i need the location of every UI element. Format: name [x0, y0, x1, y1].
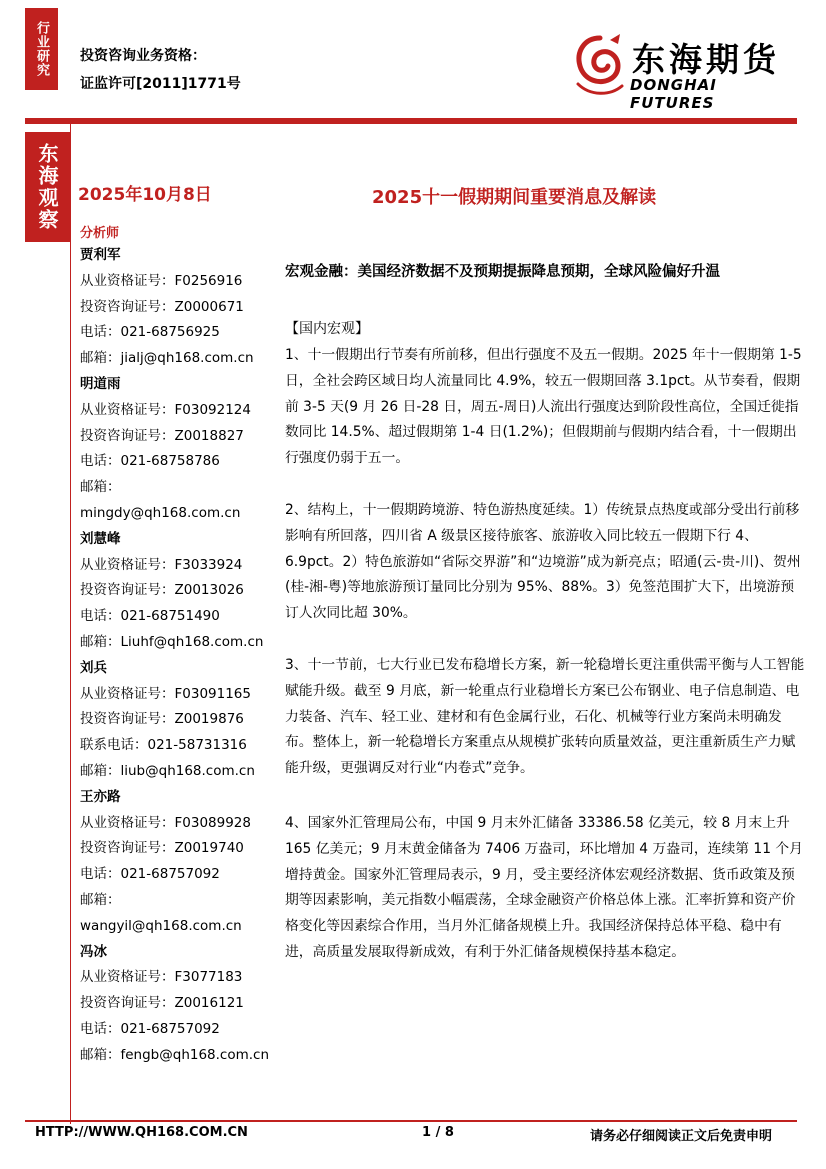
analyst-detail: 从业资格证号：F03089928 — [80, 814, 251, 831]
analyst-entry — [80, 656, 280, 785]
dragon-logo-icon — [570, 32, 630, 100]
side-tab-industry-research: 行业研究 — [25, 8, 58, 90]
section-subtitle: 宏观金融：美国经济数据不及预期提振降息预期，全球风险偏好升温 — [285, 264, 720, 280]
analyst-detail: 电话：021-68758786 — [80, 453, 220, 470]
analyst-detail: 投资咨询证号：Z0016121 — [80, 995, 244, 1012]
paragraph-3: 3、十一节前，七大行业已发布稳增长方案，新一轮稳增长更注重供需平衡与人工智能赋能升级。截至 9 月底，新一轮重点行业稳增长方案已公布钢业、电子信息制造、电力装备、汽车、轻工业、建材和有色金属行业，石化、机械等行业方案尚未明确发布。整体上，新一轮稳增长方案重点从规模扩张转向质量效益，更注重新质生产力赋能升级，更强调反对行业“内卷式”竞争。 — [285, 657, 805, 777]
analyst-name: 刘慧峰 — [80, 530, 121, 547]
analyst-detail: 从业资格证号：F03091165 — [80, 685, 251, 702]
analyst-email[interactable]: 邮箱：mingdy@qh168.com.cn — [80, 479, 241, 521]
analyst-detail: 从业资格证号：F0256916 — [80, 272, 243, 289]
left-divider — [70, 124, 71, 1124]
analyst-detail: 投资咨询证号：Z0013026 — [80, 582, 244, 599]
analyst-detail: 联系电话：021-58731316 — [80, 737, 247, 754]
analyst-email[interactable]: 邮箱：liub@qh168.com.cn — [80, 762, 255, 779]
company-logo — [570, 32, 800, 112]
qualification-line-2: 证监许可[2011]1771号 — [80, 76, 241, 92]
analyst-detail: 投资咨询证号：Z0000671 — [80, 298, 244, 315]
analyst-entry — [80, 940, 280, 1069]
analyst-detail: 投资咨询证号：Z0019876 — [80, 711, 244, 728]
analyst-name: 冯冰 — [80, 943, 107, 960]
qualification-line-1: 投资咨询业务资格： — [80, 48, 206, 64]
analyst-entry — [80, 785, 280, 940]
analyst-email[interactable]: 邮箱：fengb@qh168.com.cn — [80, 1046, 270, 1063]
analyst-email[interactable]: 邮箱：Liuhf@qh168.com.cn — [80, 633, 264, 650]
analyst-detail: 从业资格证号：F03092124 — [80, 401, 251, 418]
analyst-detail: 投资咨询证号：Z0019740 — [80, 840, 244, 857]
analyst-list — [80, 243, 280, 1069]
analyst-detail: 电话：021-68756925 — [80, 324, 220, 341]
analyst-detail: 投资咨询证号：Z0018827 — [80, 427, 244, 444]
analyst-email[interactable]: 邮箱：jialj@qh168.com.cn — [80, 350, 254, 367]
analyst-name: 贾利军 — [80, 247, 121, 263]
analyst-email[interactable]: 邮箱：wangyil@qh168.com.cn — [80, 891, 242, 934]
analyst-detail: 从业资格证号：F3033924 — [80, 556, 243, 573]
analyst-detail: 电话：021-68757092 — [80, 1020, 220, 1037]
page-number: 1 / 8 — [422, 1125, 454, 1140]
analyst-entry — [80, 243, 280, 372]
paragraph-2: 2、结构上，十一假期跨境游、特色游热度延续。1）传统景点热度或部分受出行前移影响有所回落，四川省 A 级景区接待旅客、旅游收入同比较五一假期下行 4、6.9pct。2）特色旅游如“省际交界游”和“边境游”成为新亮点；昭通(云-贵-川)、贺州(桂-湘-粤)等地旅游预订量同比分别为 95%、88%。3）免签范围扩大下，出境游预订人次同比超 30%。 — [285, 502, 801, 622]
report-title: 2025十一假期期间重要消息及解读 — [372, 187, 657, 208]
logo-english-name: DONGHAI FUTURES — [630, 76, 717, 112]
header-rule — [25, 118, 797, 124]
report-date: 2025年10月8日 — [78, 185, 212, 205]
analyst-name: 明道雨 — [80, 375, 121, 392]
analyst-detail: 电话：021-68751490 — [80, 608, 220, 625]
analyst-entry — [80, 372, 280, 527]
analyst-heading: 分析师 — [80, 226, 120, 241]
analyst-name: 王亦路 — [80, 788, 121, 805]
analyst-entry — [80, 527, 280, 656]
analyst-name: 刘兵 — [80, 659, 107, 676]
logo-chinese-name: 东海期货 — [632, 40, 780, 79]
analyst-detail: 从业资格证号：F3077183 — [80, 969, 243, 986]
footer-url[interactable]: HTTP://WWW.QH168.COM.CN — [35, 1125, 248, 1140]
section-label-domestic-macro: 【国内宏观】 — [285, 321, 369, 337]
paragraph-4: 4、国家外汇管理局公布，中国 9 月末外汇储备 33386.58 亿美元，较 8 月末上升 165 亿美元；9 月末黄金储备为 7406 万盎司，环比增加 4 万盎司，连续第 11 个月增持黄金。国家外汇管理局表示，9 月，受主要经济体宏观经济数据、货币政策及预期等因素影响，美元指数小幅震荡，全球金融资产价格总体上涨。汇率折算和资产价格变化等因素综合作用，当月外汇储备规模上升。我国经济保持总体平稳、稳中有进，高质量发展取得新成效，有利于外汇储备规模保持基本稳定。 — [285, 815, 803, 960]
paragraph-1: 1、十一假期出行节奏有所前移，但出行强度不及五一假期。2025 年十一假期第 1-5 日，全社会跨区域日均人流量同比 4.9%，较五一假期回落 3.1pct。从节奏看，假期前 3-5 天(9 月 26 日-28 日，周五-周日)人流出行强度达到阶段性高位，全国迁徙指数同比 14.5%、超过假期第 1-4 日(1.2%)；但假期前与假期内结合看，十一假期出行强度仍弱于五一。 — [285, 347, 802, 467]
side-tab-donghai-observe: 东海观察 — [25, 132, 70, 242]
footer-rule — [25, 1120, 797, 1122]
footer-disclaimer: 请务必仔细阅读正文后免责申明 — [590, 1129, 773, 1144]
analyst-detail: 电话：021-68757092 — [80, 866, 220, 883]
